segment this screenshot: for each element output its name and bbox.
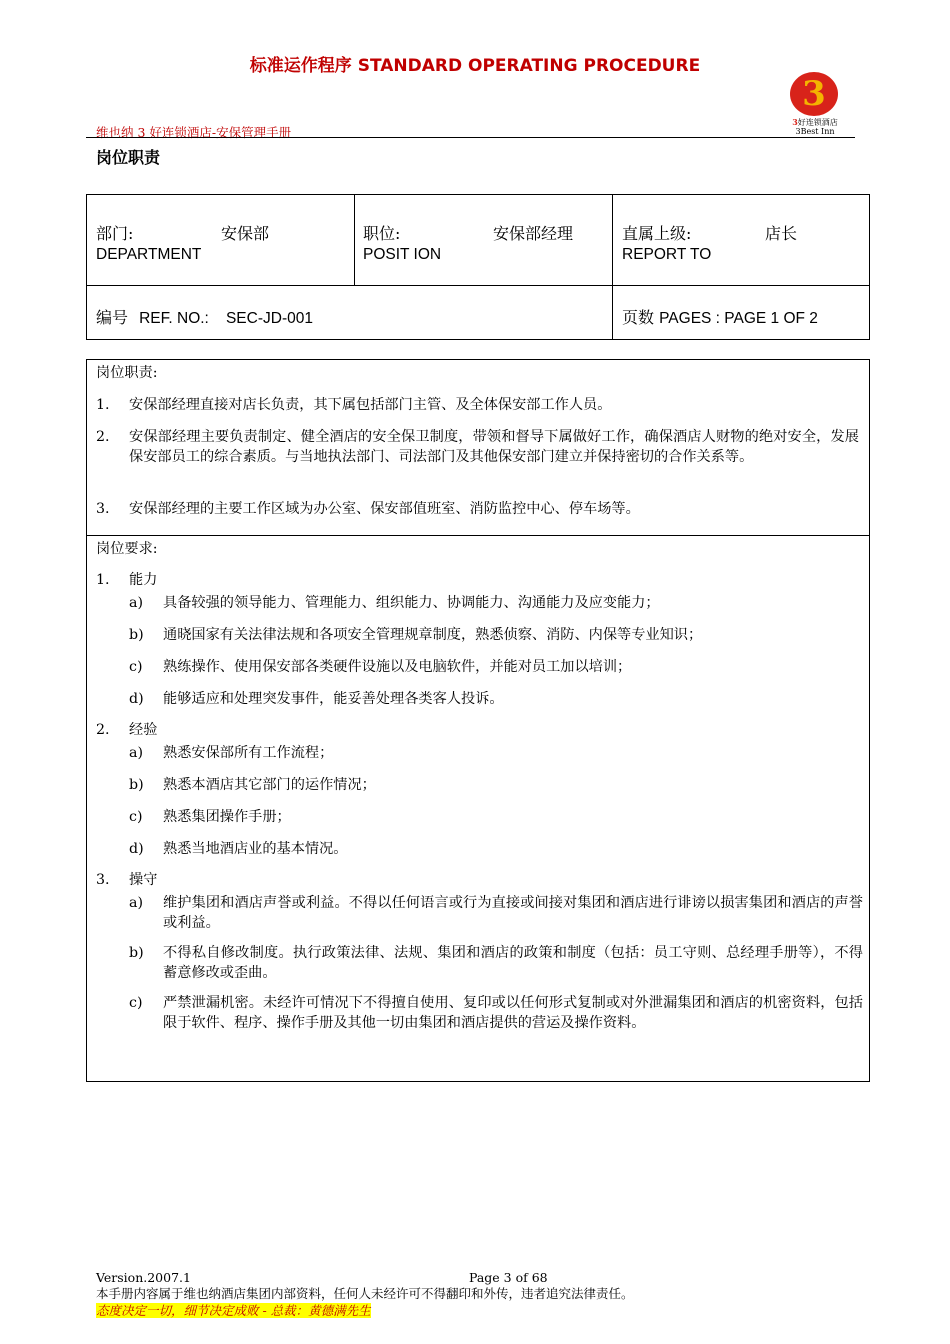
section-divider bbox=[87, 535, 869, 536]
requirement-letter: c) bbox=[129, 809, 143, 825]
hotel-logo bbox=[784, 72, 846, 138]
department-label: 部门: bbox=[96, 224, 134, 243]
requirement-group-number: 3. bbox=[96, 872, 110, 888]
footer-notice: 本手册内容属于维也纳酒店集团内部资料，任何人未经许可不得翻印和外传，违者追究法律责任。 bbox=[96, 1286, 634, 1301]
department-label-en: DEPARTMENT bbox=[96, 246, 202, 263]
requirement-letter: a) bbox=[129, 895, 143, 911]
ref-no-cell bbox=[96, 305, 596, 328]
requirement-text: 熟悉本酒店其它部门的运作情况； bbox=[163, 777, 376, 793]
requirement-text: 熟悉安保部所有工作流程； bbox=[163, 745, 334, 761]
requirement-letter: d) bbox=[129, 841, 144, 857]
requirement-text: 严禁泄漏机密。未经许可情况下不得擅自使用、复印或以任何形式复制或对外泄漏集团和酒店的机密资料，包括限于软件、程序、操作手册及其他一切由集团和酒店提供的营运及操作资料。 bbox=[163, 995, 863, 1031]
requirement-group-number: 1. bbox=[96, 572, 110, 588]
report-to-cell bbox=[622, 221, 862, 264]
logo-cn-prefix: 3 bbox=[792, 117, 798, 127]
document-title: 标准运作程序 STANDARD OPERATING PROCEDURE bbox=[249, 56, 701, 76]
position-label: 职位: bbox=[363, 224, 401, 243]
duty-text: 安保部经理的主要工作区域为办公室、保安部值班室、消防监控中心、停车场等。 bbox=[129, 501, 640, 517]
department-value: 安保部 bbox=[221, 224, 270, 243]
duty-number: 3. bbox=[96, 501, 110, 517]
position-value: 安保部经理 bbox=[493, 224, 574, 243]
requirement-letter: c) bbox=[129, 995, 143, 1011]
header-rule bbox=[86, 137, 855, 138]
requirement-letter: b) bbox=[129, 627, 144, 643]
requirement-text: 熟悉当地酒店业的基本情况。 bbox=[163, 841, 348, 857]
position-label-en: POSIT ION bbox=[363, 246, 442, 263]
report-to-value: 店长 bbox=[765, 224, 798, 243]
duty-number: 2. bbox=[96, 429, 110, 445]
duty-text: 安保部经理主要负责制定、健全酒店的安全保卫制度，带领和督导下属做好工作，确保酒店人财物的绝对安全，发展保安部员工的综合素质。与当地执法部门、司法部门及其他保安部门建立并保持密切的合作关系等。 bbox=[129, 429, 859, 465]
duty-text: 安保部经理直接对店长负责，其下属包括部门主管、及全体保安部工作人员。 bbox=[129, 397, 612, 413]
requirement-group-title: 操守 bbox=[129, 872, 158, 888]
pages-value: PAGES : PAGE 1 OF 2 bbox=[659, 310, 818, 327]
department-cell bbox=[96, 221, 346, 264]
info-divider bbox=[87, 285, 869, 286]
requirement-group-number: 2. bbox=[96, 722, 110, 738]
footer-version: Version.2007.1 bbox=[96, 1270, 191, 1285]
info-divider bbox=[612, 195, 613, 339]
logo-digit: 3 bbox=[802, 74, 826, 114]
report-to-label-en: REPORT TO bbox=[622, 246, 712, 263]
pages-label-cn: 页数 bbox=[622, 308, 655, 327]
section-title: 岗位职责 bbox=[96, 148, 161, 167]
requirement-text: 能够适应和处理突发事件，能妥善处理各类客人投诉。 bbox=[163, 691, 504, 707]
requirements-heading: 岗位要求: bbox=[96, 541, 158, 557]
logo-cn-name: 好连锁酒店 bbox=[797, 118, 838, 127]
requirement-group-title: 经验 bbox=[129, 722, 158, 738]
pages-cell bbox=[622, 305, 862, 328]
duties-heading: 岗位职责: bbox=[96, 365, 158, 381]
job-description-box bbox=[86, 359, 870, 1082]
requirement-letter: a) bbox=[129, 745, 143, 761]
info-divider bbox=[354, 195, 355, 285]
footer-page-number: Page 3 of 68 bbox=[469, 1270, 548, 1285]
requirement-text: 通晓国家有关法律法规和各项安全管理规章制度，熟悉侦察、消防、内保等专业知识； bbox=[163, 627, 703, 643]
requirement-letter: a) bbox=[129, 595, 143, 611]
requirement-letter: c) bbox=[129, 659, 143, 675]
manual-name: 维也纳 3 好连锁酒店-安保管理手册 bbox=[96, 125, 292, 140]
logo-en-text: 3Best Inn bbox=[795, 127, 835, 136]
requirement-letter: b) bbox=[129, 777, 144, 793]
info-table bbox=[86, 194, 870, 340]
report-to-label: 直属上级: bbox=[622, 224, 692, 243]
ref-no-label-en: REF. NO.: bbox=[139, 310, 209, 327]
position-cell bbox=[363, 221, 603, 264]
requirement-text: 熟练操作、使用保安部各类硬件设施以及电脑软件，并能对员工加以培训； bbox=[163, 659, 632, 675]
requirement-group-title: 能力 bbox=[129, 572, 158, 588]
requirement-text: 熟悉集团操作手册； bbox=[163, 809, 291, 825]
requirement-text: 维护集团和酒店声誉或利益。不得以任何语言或行为直接或间接对集团和酒店进行诽谤以损害集团和酒店的声誉或利益。 bbox=[163, 895, 863, 931]
requirement-text: 不得私自修改制度。执行政策法律、法规、集团和酒店的政策和制度（包括：员工守则、总经理手册等），不得蓄意修改或歪曲。 bbox=[163, 945, 863, 981]
ref-no-label-cn: 编号 bbox=[96, 308, 129, 327]
duty-number: 1. bbox=[96, 397, 110, 413]
requirement-letter: b) bbox=[129, 945, 144, 961]
requirement-letter: d) bbox=[129, 691, 144, 707]
ref-no-value: SEC-JD-001 bbox=[225, 310, 313, 327]
footer-motto: 态度决定一切，细节决定成败 - 总裁：黄德满先生 bbox=[96, 1303, 371, 1318]
requirement-text: 具备较强的领导能力、管理能力、组织能力、协调能力、沟通能力及应变能力； bbox=[163, 595, 660, 611]
